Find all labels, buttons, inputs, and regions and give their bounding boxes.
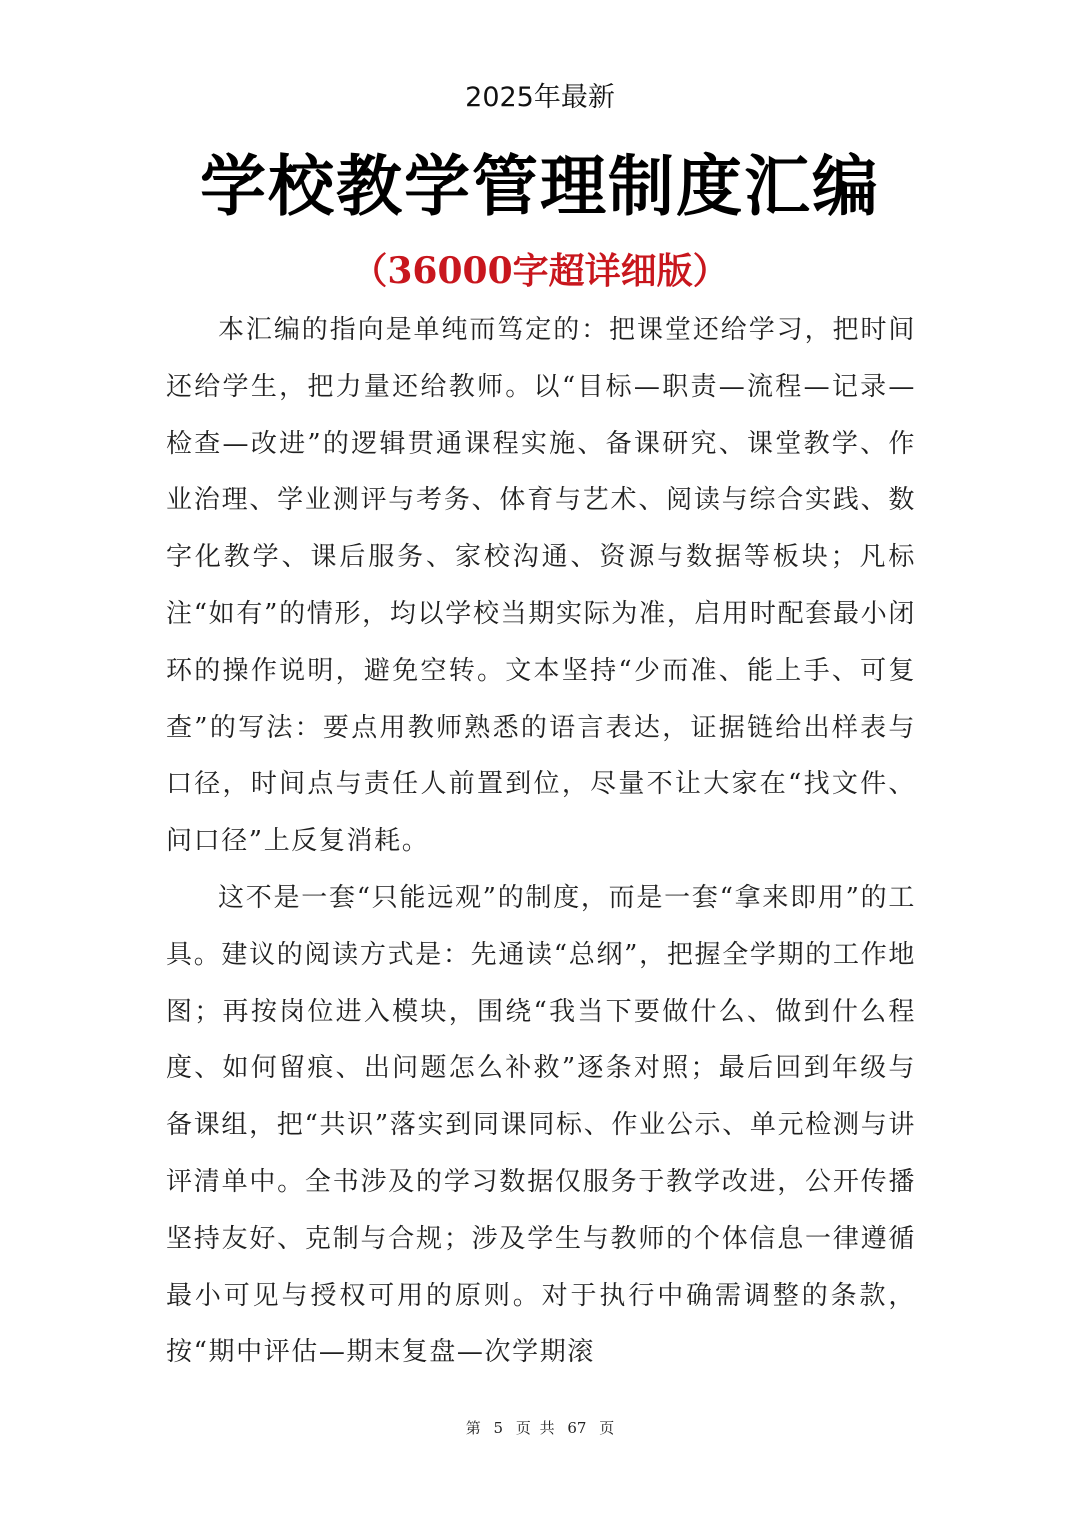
document-subtitle: （36000字超详细版） — [351, 250, 729, 292]
current-page-number: 5 — [493, 1419, 504, 1437]
year-label: 2025年最新 — [465, 82, 615, 113]
page-footer — [0, 1418, 1080, 1438]
page-middle-text: 页 共 — [515, 1419, 555, 1437]
body-content — [166, 302, 916, 1381]
paragraph-2: 这不是一套“只能远观”的制度，而是一套“拿来即用”的工具。建议的阅读方式是：先通读“总纲”，把握全学期的工作地图；再按岗位进入模块，围绕“我当下要做什么、做到什么程度、如何留痕、出问题怎么补救”逐条对照；最后回到年级与备课组，把“共识”落实到同课同标、作业公示、单元检测与讲评清单中。全书涉及的学习数据仅服务于教学改进，公开传播坚持友好、克制与合规；涉及学生与教师的个体信息一律遵循最小可见与授权可用的原则。对于执行中确需调整的条款，按“期中评估—期末复盘—次学期滚 — [166, 882, 916, 1368]
document-title: 学校教学管理制度汇编 — [200, 147, 880, 225]
page-prefix: 第 — [465, 1419, 481, 1437]
paragraph-1: 本汇编的指向是单纯而笃定的：把课堂还给学习，把时间还给学生，把力量还给教师。以“目标—职责—流程—记录—检查—改进”的逻辑贯通课程实施、备课研究、课堂教学、作业治理、学业测评与考务、体育与艺术、阅读与综合实践、数字化教学、课后服务、家校沟通、资源与数据等板块；凡标注“如有”的情形，均以学校当期实际为准，启用时配套最小闭环的操作说明，避免空转。文本坚持“少而准、能上手、可复查”的写法：要点用教师熟悉的语言表达，证据链给出样表与口径，时间点与责任人前置到位，尽量不让大家在“找文件、问口径”上反复消耗。 — [166, 315, 916, 857]
page-suffix: 页 — [599, 1419, 615, 1437]
total-pages-number: 67 — [567, 1419, 587, 1437]
